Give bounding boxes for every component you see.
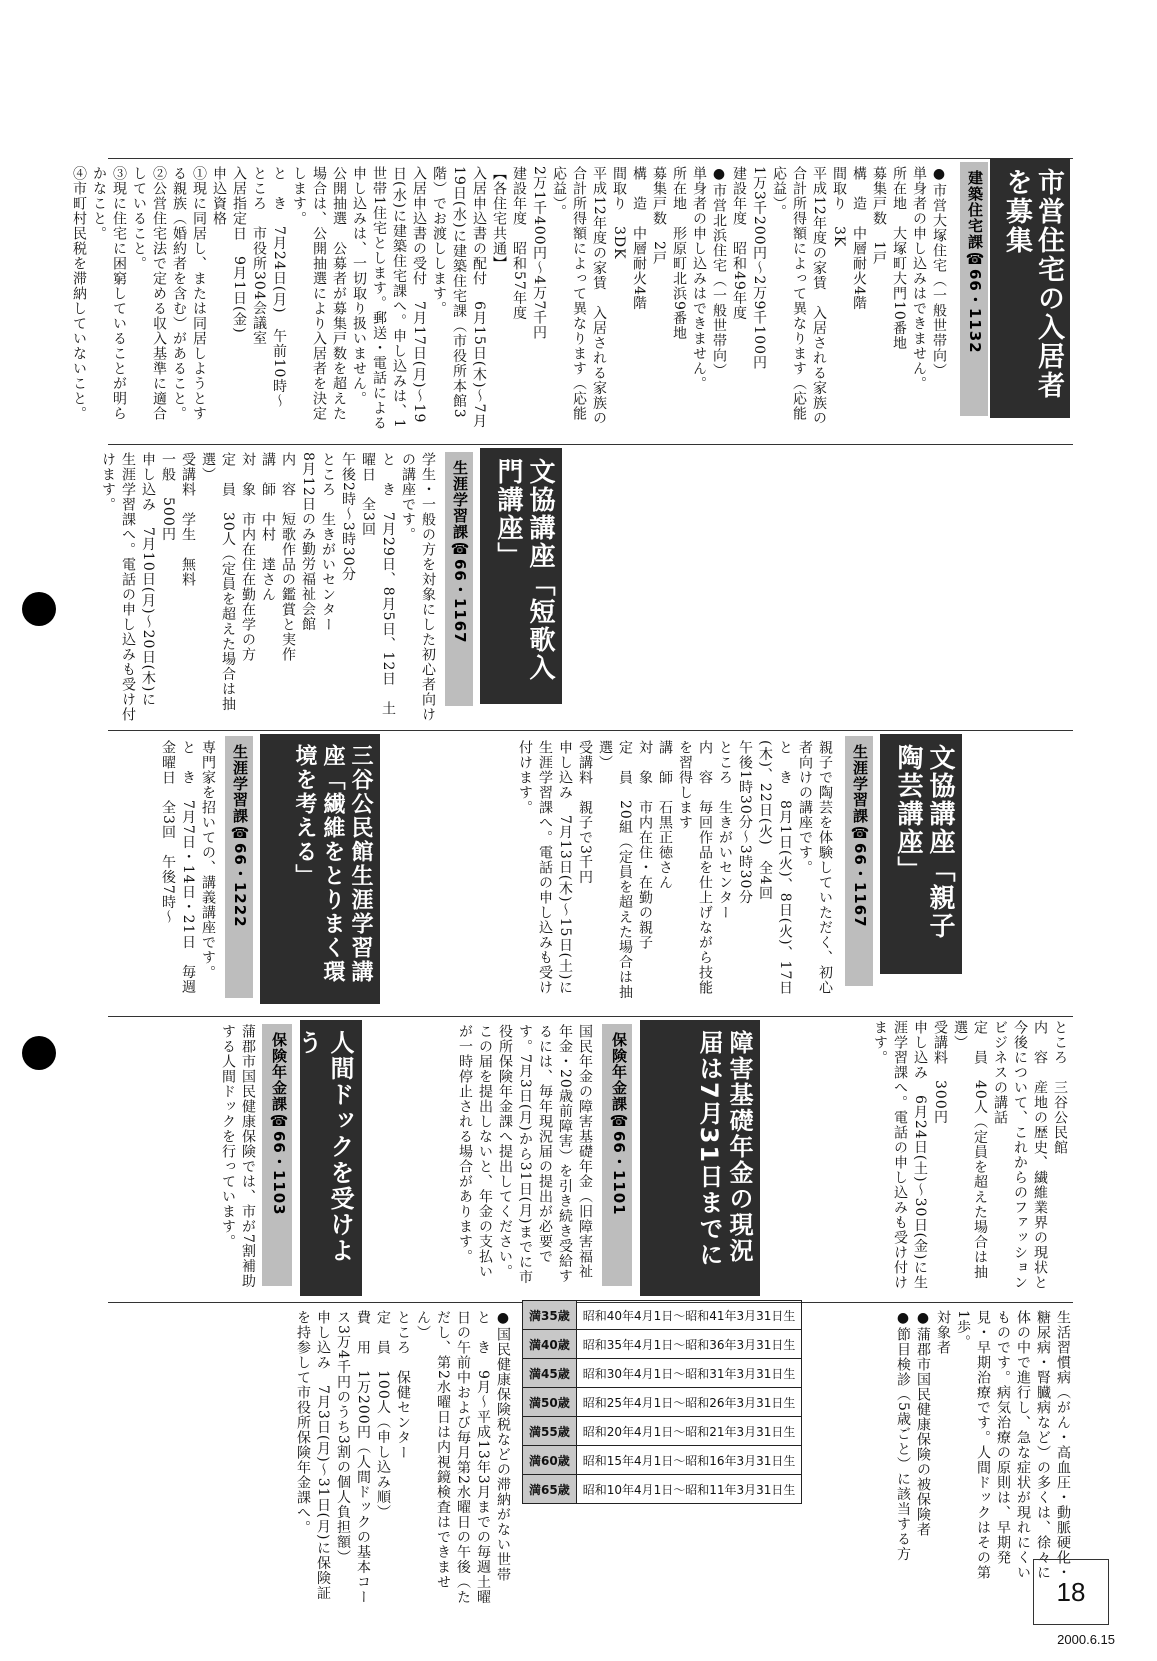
paragraph: ところ 市役所304会議室 [251,166,267,346]
birthdate-range-cell: 昭和25年4月1日～昭和26年3月31日生 [576,1388,802,1417]
pottery-headline: 文協講座「親子陶芸講座」 [880,734,962,974]
tanka-body [100,452,438,722]
paragraph: ところ 保健センター [395,1310,411,1460]
paragraph: ③現に住宅に困窮していることが明らかなこと。 [91,166,127,421]
birthdate-range-cell: 昭和15年4月1日～昭和16年3月31日生 [576,1446,802,1475]
paragraph: 所在地 形原町北浜9番地 [671,166,687,341]
paragraph: 午後1時30分～3時30分 [737,740,753,905]
age-cell: 満40歳 [523,1330,577,1359]
paragraph: 費 用 1万200円（人間ドックの基本コース3万4千円のうち3割の個人負担額） [335,1310,371,1605]
paragraph: 講 師 中村 達さん [260,452,276,602]
paragraph: 対 象 市内在住・在勤の親子 [637,740,653,950]
binder-hole [22,592,56,626]
paragraph: 申し込み 6月24日(土)～30日(金)に生涯学習課へ。電話の申し込みも受け付けます。 [872,1020,928,1291]
paragraph: 平成12年度の家賃 入居される家族の合計所得額によって異なります（応能応益）。 [551,166,607,426]
birthdate-range-cell: 昭和40年4月1日～昭和41年3月31日生 [576,1301,802,1330]
paragraph: 単身者の申し込みはできません。 [911,166,927,391]
paragraph: 平成12年度の家賃 入居される家族の合計所得額によって異なります（応能応益）。 [771,166,827,426]
paragraph: ●市営大塚住宅（一般世帯向） [931,166,947,378]
paragraph: 学生・一般の方を対象にした初心者向けの講座です。 [400,452,436,722]
paragraph: 所在地 大塚町大門10番地 [891,166,907,351]
pension-headline: 障害基礎年金の現況届は7月31日までに [640,1020,760,1296]
paragraph: 受講料 300円 [932,1020,948,1125]
age-cell: 満65歳 [523,1475,577,1504]
paragraph: 1万3千200円～2万9千100円 [751,166,767,371]
dock-body [108,1024,258,1292]
paragraph: 募集戸数 2戸 [651,166,667,266]
mitani-body-cont [872,1020,1070,1296]
table-row [523,1330,802,1359]
paragraph: 受講料 学生 無料 [180,452,196,587]
paragraph: 親子で陶芸を体験していただく、初心者向けの講座です。 [797,740,833,995]
housing-body [71,166,949,434]
paragraph: ①現に同居し、または同居しようとする親族（婚約者を含む）があること。 [171,166,207,421]
section-divider [108,730,1073,731]
paragraph: 公開抽選 公募者が募集戸数を超えた場合は、公開抽選により入居者を決定します。 [291,166,347,421]
section-divider [108,1016,1073,1017]
page-number: 18 [1033,1559,1109,1625]
paragraph: 内 容 産地の歴史、繊維業界の現状と今後について、これからのファッションビジネスの講話 [992,1020,1048,1290]
pension-dept-phone: 保険年金課☎66・1101 [602,1024,632,1286]
age-eligibility-table [522,1300,802,1504]
table-row [523,1446,802,1475]
dock-headline: 人間ドックを受けよう [300,1020,362,1296]
paragraph: 入居申込書の受付 7月17日(月)～19日(水)に建築住宅課へ。申し込みは、1世帯1住宅とします。郵送・電話による申し込みは、一切取り扱いません。 [351,166,427,431]
paragraph: 講 師 石黒正徳さん [657,740,673,890]
paragraph: 構 造 中層耐火4階 [851,166,867,311]
paragraph: 間取り 3DK [611,166,627,260]
mitani-dept-phone: 生涯学習課☎66・1222 [225,736,253,998]
paragraph: 対 象 市内在住在勤在学の方 [240,452,256,662]
paragraph: 建設年度 昭和57年度 [511,166,527,321]
birthdate-range-cell: 昭和35年4月1日～昭和36年3月31日生 [576,1330,802,1359]
age-cell: 満45歳 [523,1359,577,1388]
paragraph: 定 員 20組（定員を超えた場合は抽選） [597,740,633,1000]
paragraph: ところ 生きがいセンター [320,452,336,632]
table-row [523,1475,802,1504]
paragraph: ②公営住宅法で定める収入基準に適合していること。 [131,166,167,421]
paragraph: 申し込み 7月10日(月)～20日(木)に生涯学習課へ。電話の申し込みも受け付けます。 [100,452,156,722]
paragraph: と き 8月1日(火)、8日(火)、17日(木)、22日(火) 全4回 [757,740,793,996]
paragraph: 午後2時～3時30分 [340,452,356,582]
dock-body-cont2 [108,1310,513,1610]
paragraph: 募集戸数 1戸 [871,166,887,266]
tanka-headline: 文協講座「短歌入門講座」 [480,448,562,704]
paragraph: 入居申込書の配付 6月15日(木)～7月19日(水)に建築住宅課（市役所本館3階）でお渡しします。 [431,166,487,429]
paragraph: この届を提出しないと、年金の支払いが一時停止される場合があります。 [457,1024,493,1279]
paragraph: 対象者 [935,1310,951,1355]
paragraph: と き 7月7日・14日・21日 毎週金曜日 全3回 午後7時～ [160,740,196,995]
birthdate-range-cell: 昭和10年4月1日～昭和11年3月31日生 [576,1475,802,1504]
table-row [523,1359,802,1388]
paragraph: 2万1千400円～4万7千円 [531,166,547,341]
paragraph: と き 9月～平成13年3月までの毎週土曜日の午前中および毎月第2水曜日の午後（ただし、第2水曜日は内視鏡検査はできません） [415,1310,491,1605]
paragraph: 建設年度 昭和49年度 [731,166,747,321]
paragraph: 単身者の申し込みはできません。 [691,166,707,391]
mitani-headline: 三谷公民館生涯学習講座「繊維をとりまく環境を考える」 [260,734,380,1004]
paragraph: 【各住宅共通】 [491,166,507,271]
paragraph: 定 員 30人（定員を超えた場合は抽選） [200,452,236,712]
paragraph: 間取り 3K [831,166,847,248]
paragraph: 申し込み 7月13日(木)～15日(土)に生涯学習課へ。電話の申し込みも受け付けます。 [517,740,573,996]
paragraph: 蒲郡市国民健康保険では、市が7割補助する人間ドックを行っています。 [220,1024,256,1289]
paragraph: ④市町村民税を滞納していないこと。 [71,166,87,421]
pottery-dept-phone: 生涯学習課☎66・1167 [845,736,873,986]
paragraph: と き 7月24日(月) 午前10時～ [271,166,287,409]
paragraph: ●国民健康保険税などの滞納がない世帯 [495,1310,511,1582]
binder-hole [22,1036,56,1070]
table-row [523,1388,802,1417]
paragraph: 申込資格 [211,166,227,226]
paragraph: と き 7月29日、8月5日、12日 土曜日 全3回 [360,452,396,717]
paragraph: ●市営北浜住宅（一般世帯向） [711,166,727,378]
housing-dept-phone: 建築住宅課☎66・1132 [960,162,988,416]
paragraph: 申し込み 7月3日(月)～31日(月)に保険証を持参して市役所保険年金課へ。 [295,1310,331,1601]
mitani-body [108,740,218,1008]
paragraph: 内 容 短歌作品の鑑賞と実作 [280,452,296,662]
paragraph: 8月12日のみ勤労福祉会館 [300,452,316,632]
paragraph: 国民年金の障害基礎年金（旧障害福祉年金・20歳前障害）を引き続き受給するには、毎年現況届の提出が必要です。7月3日(月)から31日(月)までに市役所保険年金課へ提出してください。 [497,1024,593,1285]
tanka-dept-phone: 生涯学習課☎66・1167 [445,452,473,706]
paragraph: ●蒲郡市国民健康保険の被保険者 [915,1310,931,1537]
pension-body [405,1024,595,1292]
birthdate-range-cell: 昭和30年4月1日～昭和31年3月31日生 [576,1359,802,1388]
paragraph: 受講料 親子で3千円 [577,740,593,885]
paragraph: ●節目検診（5歳ごと）に該当する方 [895,1310,911,1562]
table-row [523,1301,802,1330]
age-cell: 満55歳 [523,1417,577,1446]
paragraph: 構 造 中層耐火4階 [631,166,647,311]
age-cell: 満35歳 [523,1301,577,1330]
table-row [523,1417,802,1446]
section-divider [108,444,1073,445]
paragraph: ところ 三谷公民館 [1052,1020,1068,1155]
section-divider [108,158,1073,159]
paragraph: 一般 500円 [160,452,176,542]
age-cell: 満60歳 [523,1446,577,1475]
paragraph: ところ 生きがいセンター [717,740,733,920]
pottery-body [440,740,835,1008]
dock-body-cont [860,1310,1073,1580]
dock-dept-phone: 保険年金課☎66・1103 [262,1024,292,1286]
paragraph: 定 員 40人（定員を超えた場合は抽選） [952,1020,988,1280]
paragraph: 生活習慣病（がん・高血圧・動脈硬化・糖尿病・腎臓病など）の多くは、徐々に体の中で進行し、急な症状が現れにくいものです。病気治療の原則は、早期発見・早期治療です。人間ドックはその第1歩。 [955,1310,1071,1580]
housing-headline: 市営住宅の入居者を募集 [990,158,1070,418]
paragraph: 定 員 100人（申し込み順） [375,1310,391,1520]
age-cell: 満50歳 [523,1388,577,1417]
paragraph: 入居指定日 9月1日(金) [231,166,247,334]
paragraph: 専門家を招いての、講義講座です。 [200,740,216,980]
issue-date: 2000.6.15 [1057,1632,1115,1647]
paragraph: 内 容 毎回作品を仕上げながら技能を習得します [677,740,713,995]
birthdate-range-cell: 昭和20年4月1日～昭和21年3月31日生 [576,1417,802,1446]
